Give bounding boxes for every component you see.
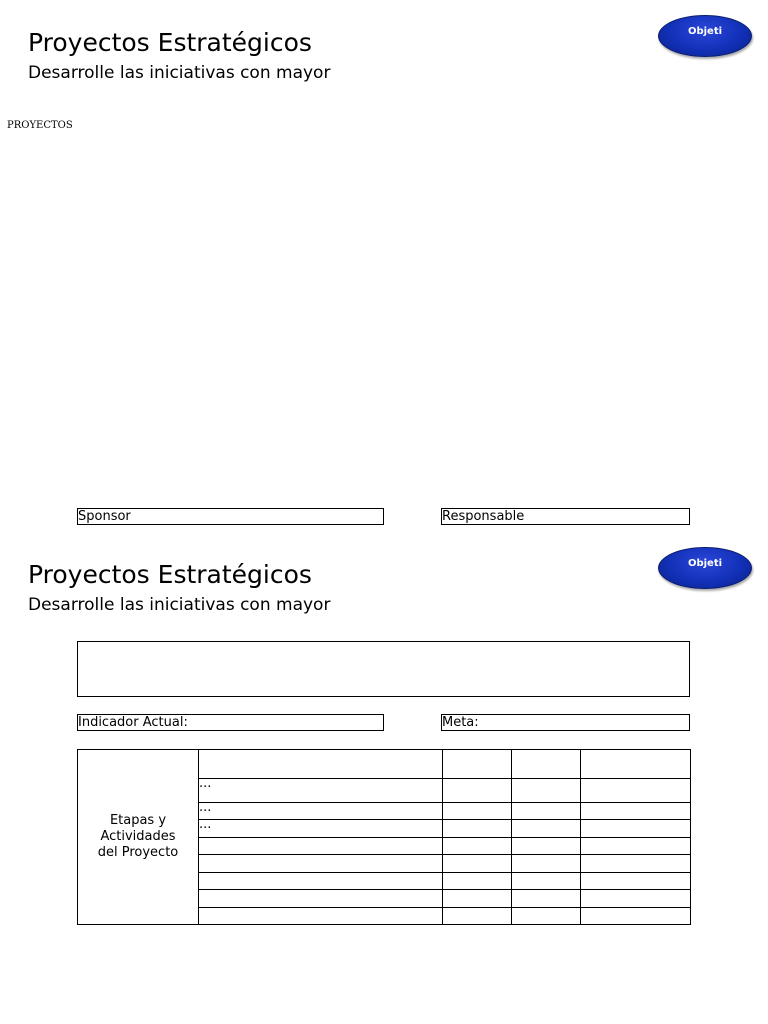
table-cell[interactable] xyxy=(581,779,691,803)
table-cell[interactable] xyxy=(443,838,512,855)
table-cell[interactable] xyxy=(512,855,581,873)
activity-cell[interactable] xyxy=(199,817,443,838)
activity-cell[interactable] xyxy=(199,776,443,803)
table-cell[interactable] xyxy=(581,890,691,908)
stage-label-cell xyxy=(78,750,199,925)
table-cell[interactable] xyxy=(443,873,512,890)
table-cell[interactable] xyxy=(581,855,691,873)
table-cell[interactable] xyxy=(443,855,512,873)
table-cell[interactable] xyxy=(581,820,691,838)
table-cell[interactable] xyxy=(581,873,691,890)
responsable-label: Responsable xyxy=(442,509,525,524)
slide2-subtitle: Desarrolle las iniciativas con mayor xyxy=(28,595,331,615)
objetivo-button[interactable] xyxy=(658,15,752,57)
table-cell[interactable] xyxy=(512,908,581,925)
stage-label-line: Etapas y xyxy=(109,813,167,828)
ellipsis: ... xyxy=(199,817,212,832)
project-description-box[interactable] xyxy=(77,641,690,697)
table-cell[interactable] xyxy=(443,908,512,925)
activity-cell[interactable] xyxy=(199,908,443,925)
table-cell[interactable] xyxy=(443,890,512,908)
meta-label: Meta: xyxy=(442,715,479,730)
table-cell[interactable] xyxy=(512,890,581,908)
table-cell[interactable] xyxy=(581,750,691,779)
activity-cell[interactable] xyxy=(199,873,443,890)
table-row xyxy=(78,750,691,779)
table-cell[interactable] xyxy=(581,908,691,925)
indicador-actual-field[interactable] xyxy=(77,714,384,731)
sponsor-field[interactable] xyxy=(77,508,384,525)
slide1-subtitle: Desarrolle las iniciativas con mayor xyxy=(28,63,331,83)
plan-table xyxy=(77,749,691,925)
stage-label-line: Actividades xyxy=(100,829,176,844)
objetivo-button-2[interactable] xyxy=(658,547,752,589)
table-cell[interactable] xyxy=(512,779,581,803)
objetivo-button-2-label: Objeti xyxy=(687,558,723,569)
activity-cell[interactable] xyxy=(199,855,443,873)
table-cell[interactable] xyxy=(581,838,691,855)
responsable-field[interactable] xyxy=(441,508,690,525)
table-cell[interactable] xyxy=(443,779,512,803)
objetivo-button-label: Objeti xyxy=(687,26,723,37)
table-cell[interactable] xyxy=(512,838,581,855)
table-cell[interactable] xyxy=(443,820,512,838)
slide1-title: Proyectos Estratégicos xyxy=(28,28,312,57)
sponsor-label: Sponsor xyxy=(78,509,131,524)
table-cell[interactable] xyxy=(443,750,512,779)
table-cell[interactable] xyxy=(512,750,581,779)
table-cell[interactable] xyxy=(199,750,443,779)
table-cell[interactable] xyxy=(581,803,691,820)
activity-cell[interactable] xyxy=(199,890,443,908)
ellipsis: ... xyxy=(199,800,212,815)
indicador-actual-label: Indicador Actual: xyxy=(78,715,188,730)
activity-cell[interactable] xyxy=(199,838,443,855)
ellipsis: ... xyxy=(199,776,212,791)
table-cell[interactable] xyxy=(512,803,581,820)
table-cell[interactable] xyxy=(512,820,581,838)
section-label: PROYECTOS xyxy=(7,120,73,131)
slide2-title: Proyectos Estratégicos xyxy=(28,560,312,589)
table-cell[interactable] xyxy=(443,803,512,820)
table-cell[interactable] xyxy=(512,873,581,890)
meta-field[interactable] xyxy=(441,714,690,731)
stage-label-line: del Proyecto xyxy=(97,845,179,860)
activity-cell[interactable] xyxy=(199,800,443,820)
